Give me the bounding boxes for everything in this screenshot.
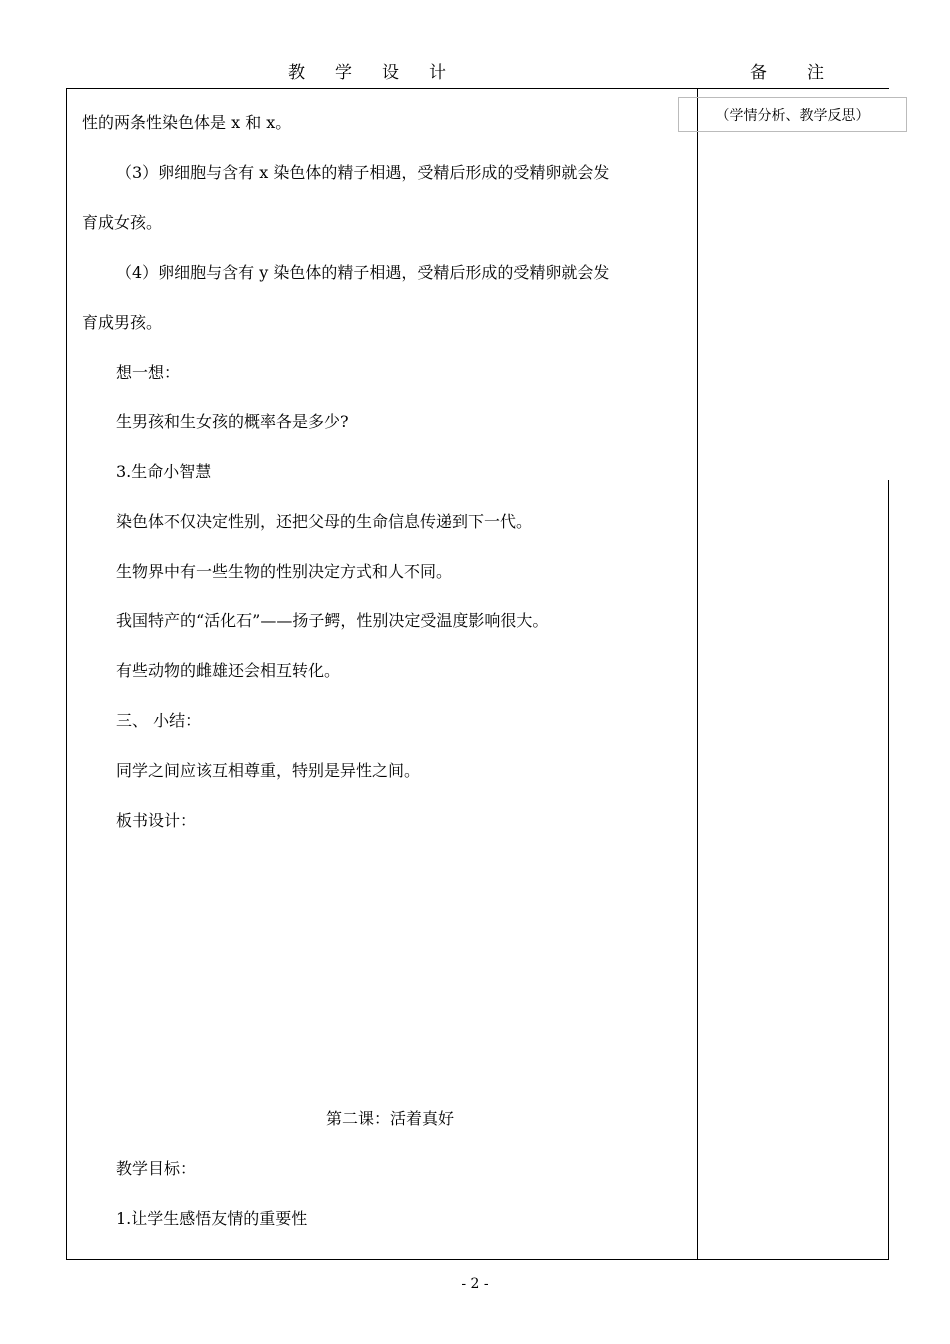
text-line: （4）卵细胞与含有 y 染色体的精子相遇，受精后形成的受精卵就会发	[116, 263, 610, 282]
text-line: （3）卵细胞与含有 x 染色体的精子相遇，受精后形成的受精卵就会发	[116, 163, 610, 182]
table-column-divider	[697, 88, 698, 1260]
lesson-title: 第二课：活着真好	[326, 1109, 455, 1128]
text-line: 生男孩和生女孩的概率各是多少?	[116, 412, 349, 431]
text-line: 育成男孩。	[82, 313, 163, 332]
section-heading: 三、 小结：	[116, 711, 202, 730]
table-top-border	[66, 88, 889, 89]
table-bottom-border	[66, 1259, 889, 1260]
text-line: 有些动物的雌雄还会相互转化。	[116, 661, 341, 680]
remarks-column-title: 备注	[750, 63, 864, 83]
text-line: 育成女孩。	[82, 213, 163, 232]
text-line: 同学之间应该互相尊重，特别是异性之间。	[116, 761, 421, 780]
table-right-border	[888, 480, 889, 1260]
section-heading: 3.生命小智慧	[116, 462, 212, 481]
page-header-title: 教学设计	[288, 63, 476, 83]
objective-item: 1.让学生感悟友情的重要性	[116, 1209, 308, 1228]
table-left-border	[66, 88, 67, 1260]
text-line: 生物界中有一些生物的性别决定方式和人不同。	[116, 562, 453, 581]
remarks-subheading: （学情分析、教学反思）	[715, 107, 870, 124]
text-line: 板书设计：	[116, 811, 197, 830]
objectives-label: 教学目标：	[116, 1159, 197, 1178]
text-line: 我国特产的“活化石”——扬子鳄，性别决定受温度影响很大。	[116, 611, 549, 630]
page-number: - 2 -	[461, 1276, 489, 1292]
text-line: 性的两条性染色体是 x 和 x。	[82, 113, 292, 132]
remarks-subheading-box	[678, 97, 907, 132]
text-line: 想一想：	[116, 363, 181, 382]
text-line: 染色体不仅决定性别，还把父母的生命信息传递到下一代。	[116, 512, 533, 531]
